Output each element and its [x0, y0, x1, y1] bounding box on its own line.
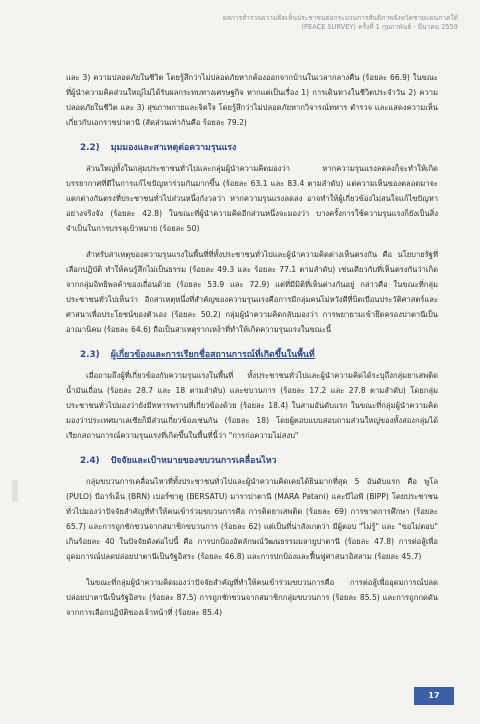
- paragraph-leader-factors: ในขณะที่กลุ่มผู้นำความคิดมองว่าปัจจัยสำคัญที่ทำให้คนเข้าร่วมขบวนการคือ การต่อสู้เพื่ออุดมการณ์ปลดปล่อยปาตานีเป็นรัฐอิสระ (ร้อยละ 87.5) การถูกชักชวนจากสมาชิกกลุ่มขบวนการ (ร้อยละ 85.5) และการถูกกดดันจากการเลือกปฏิบัติของเจ้าหน้าที่ (ร้อยละ 85.4): [66, 578, 438, 617]
- body-text: [66, 70, 438, 631]
- section-number: 2.3): [80, 350, 100, 360]
- running-header-title: ผลการสำรวจความคิดเห็นประชาชนต่อกระบวนการสันติภาพจังหวัดชายแดนภาคใต้: [223, 14, 458, 22]
- section-heading-2-2: [80, 141, 438, 155]
- paragraph-safety: และ 3) ความปลอดภัยในชีวิต โดยรู้สึกว่าไม่ปลอดภัยหากต้องออกจากบ้านในเวลากลางคืน (ร้อยละ 66.9) ในขณะที่ผู้นำความคิดส่วนใหญ่ไม่ได้รับผลกระทบทางเศรษฐกิจ หากแต่เป็นเรื่อง 1) การเดินทางในชีวิตประจำวัน 2) ความปลอดภัยในชีวิต และ 3) สุขภาพกายและจิตใจ โดยรู้สึกว่าไม่ปลอดภัยหากวิจารณ์ทหาร ตำรวจ และแสดงความเห็นเกี่ยวกับเอกราชปาตานี (สัดส่วนเท่ากันคือ ร้อยละ 79.2): [66, 73, 438, 127]
- section-title: มุมมองและสาเหตุต่อความรุนแรง: [110, 143, 237, 153]
- page-number: 17: [414, 687, 454, 705]
- section-heading-2-4: [80, 454, 438, 468]
- paragraph-violence-causes: สำหรับสาเหตุของความรุนแรงในพื้นที่ที่ทั้งประชาชนทั่วไปและผู้นำความคิดต่างเห็นตรงกัน คือ นโยบายรัฐที่เลือกปฏิบัติ ทำให้คนรู้สึกไม่เป็นธรรม (ร้อยละ 49.3 และ ร้อยละ 77.1 ตามลำดับ) เช่นเดียวกับที่เห็นตรงกันว่าเกิดจากกลุ่มอิทธิพลค้าของเถื่อนด้วย (ร้อยละ 53.9 และ 72.9) แต่ที่มีมิติที่เห็นต่างกันอยู่ กล่าวคือ ในขณะที่กลุ่มประชาชนทั่วไปเห็นว่า อีกสาเหตุหนึ่งที่สำคัญของความรุนแรงคือการมีกลุ่มคนไม่หวังดีที่บิดเบือนประวัติศาสตร์และศาสนาเพื่อประโยชน์ของตัวเอง (ร้อยละ 50.2) กลุ่มผู้นำความคิดกลับมองว่า การพยายามเข้ายึดครองปาตานีเป็นอาณานิคม (ร้อยละ 64.6) ถือเป็นสาเหตุรากเหง้าที่ทำให้เกิดความรุนแรงในขณะนี้: [66, 250, 438, 334]
- paragraph-actors: เมื่อถามถึงผู้ที่เกี่ยวข้องกับความรุนแรงในพื้นที่ ทั้งประชาชนทั่วไปและผู้นำความคิดได้ระบุถึงกลุ่มยาเสพติด น้ำมันเถื่อน (ร้อยละ 28.7 และ 18 ตามลำดับ) และขบวนการ (ร้อยละ 17.2 และ 27.8 ตามลำดับ) โดยกลุ่มประชาชนทั่วไปมองว่ายังมีทหารพรานที่เกี่ยวข้องด้วย (ร้อยละ 18.4) ในสามอันดับแรก ในขณะที่กลุ่มผู้นำความคิดมองว่าประเทศมาเลเซียก็มีส่วนเกี่ยวข้องเช่นกัน (ร้อยละ 18) โดยผู้ตอบแบบสอบถามส่วนใหญ่ของทั้งสองกลุ่มได้เรียกสถานการณ์ความรุนแรงที่เกิดขึ้นในพื้นที่นี้ว่า "การก่อความไม่สงบ": [66, 371, 438, 440]
- scan-margin-mark: [12, 480, 18, 502]
- section-number: 2.4): [80, 456, 100, 466]
- section-title: ปัจจัยและเป้าหมายของขบวนการเคลื่อนไหว: [110, 456, 277, 466]
- paragraph-movement-groups: กลุ่มขบวนการเคลื่อนไหวที่ทั้งประชาชนทั่วไปและผู้นำความคิดเคยได้ยินมากที่สุด 5 อันดับแรก คือ พูโล (PULO) บีอาร์เอ็น (BRN) เบอร์ซาตู (BERSATU) มาราปาตานี (MARA Patani) และบีไอพี (BIPP) โดยประชาชนทั่วไปมองว่าปัจจัยสำคัญที่ทำให้คนเข้าร่วมขบวนการคือ การติดยาเสพติด (ร้อยละ 69) การขาดการศึกษา (ร้อยละ 65.7) และการถูกชักชวนจากสมาชิกขบวนการ (ร้อยละ 62) แต่เป็นที่น่าสังเกตว่า มีผู้ตอบ "ไม่รู้" และ "ขอไม่ตอบ" เกินร้อยละ 40 ในปัจจัยดังต่อไปนี้ คือ การปกป้องอัตลักษณ์วัฒนธรรมมลายูปาตานี (ร้อยละ 47.8) การต่อสู้เพื่ออุดมการณ์ปลดปล่อยปาตานีเป็นรัฐอิสระ (ร้อยละ 46.8) และการปกป้องและฟื้นฟูศาสนาอิสลาม (ร้อยละ 45.7): [66, 477, 438, 561]
- section-heading-2-3: [80, 348, 438, 362]
- paragraph-violence-views: ส่วนใหญ่ทั้งในกลุ่มประชาชนทั่วไปและกลุ่มผู้นำความคิดมองว่า หากความรุนแรงลดลงก็จะทำให้เกิดบรรยากาศที่ดีในการแก้ไขปัญหาร่วมกันมากขึ้น (ร้อยละ 63.1 และ 83.4 ตามลำดับ) แต่ความเห็นของตลอดมาจะแตกต่างกันตรงที่ประชาชนทั่วไปส่วนหนึ่งกังวลว่า หากความรุนแรงลดลง อาจทำให้ผู้เกี่ยวข้องไม่สนใจแก้ไขปัญหาอย่างจริงจัง (ร้อยละ 42.8) ในขณะที่ผู้นำความคิดอีกส่วนหนึ่งจะมองว่า บางครั้งการใช้ความรุนแรงก็ยังเป็นสิ่งจำเป็นในการบรรลุเป้าหมาย (ร้อยละ 50): [66, 164, 438, 233]
- running-header: [158, 14, 458, 32]
- section-number: 2.2): [80, 143, 100, 153]
- section-title: ผู้เกี่ยวข้องและการเรียกชื่อสถานการณ์ที่เกิดขึ้นในพื้นที่: [110, 350, 315, 360]
- running-header-subtitle: (PEACE SURVEY) ครั้งที่ 1 กุมภาพันธ์ - มีนาคม 2559: [301, 23, 458, 31]
